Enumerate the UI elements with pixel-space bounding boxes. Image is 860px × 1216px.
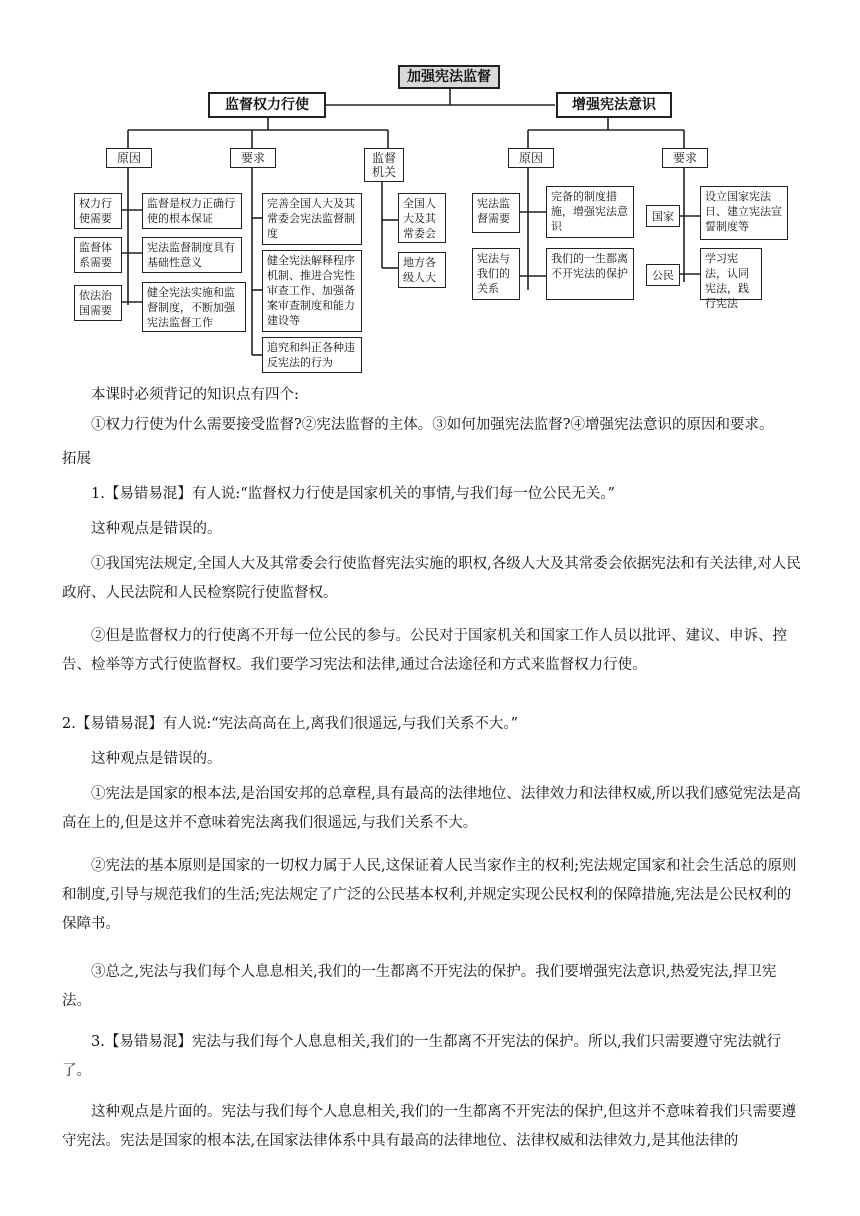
right-subject-citizen: 公民 <box>646 264 680 286</box>
left-organ-label: 监督机关 <box>364 148 404 182</box>
text-four-points: ①权力行使为什么需要接受监督?②宪法监督的主体。③如何加强宪法监督?④增强宪法意识的原因和要求。 <box>91 417 774 433</box>
question-1-answer-1: ①我国宪法规定,全国人大及其常委会行使监督宪法实施的职权,各级人大及其常委会依据宪法和有关法律,对人民政府、人民法院和人民检察院行使监督权。 <box>62 556 801 601</box>
right-reason-1: 宪法监督需要 <box>472 193 520 233</box>
question-3-answer-0: 这种观点是片面的。宪法与我们每个人息息相关,我们的一生都离不开宪法的保护,但这并不意味着我们只需要遵守宪法。宪法是国家的根本法,在国家法律体系中具有最高的法律地位、法律权威和法律效力,是其他法律的 <box>62 1104 797 1149</box>
left-requirement-1: 完善全国人大及其常委会宪法监督制度 <box>262 193 362 245</box>
question-2-answer-0: 这种观点是错误的。 <box>91 751 222 767</box>
left-reason-label: 原因 <box>106 148 152 168</box>
left-reason-result-2: 宪法监督制度具有基础性意义 <box>142 237 242 273</box>
question-2-answer-1: ①宪法是国家的根本法,是治国安邦的总章程,具有最高的法律地位、法律效力和法律权威,所以我们感觉宪法是高高在上的,但是这并不意味着宪法离我们很遥远,与我们关系不大。 <box>62 786 801 831</box>
right-reason-result-1: 完备的制度措施，增强宪法意识 <box>546 186 634 238</box>
question-3: 3.【易错易混】宪法与我们每个人息息相关,我们的一生都离不开宪法的保护。所以,我们只需要遵守宪法就行了。 <box>62 1034 782 1079</box>
question-2: 2.【易错易混】有人说:“宪法高高在上,离我们很遥远,与我们关系不大。” <box>62 716 519 732</box>
question-1-answer-2: ②但是监督权力的行使离不开每一位公民的参与。公民对于国家机关和国家工作人员以批评、建议、申诉、控告、检举等方式行使监督权。我们要学习宪法和法律,通过合法途径和方式来监督权力行使。 <box>62 628 787 673</box>
diagram-root: 加强宪法监督 <box>398 65 500 89</box>
question-2-answer-2: ②宪法的基本原则是国家的一切权力属于人民,这保证着人民当家作主的权利;宪法规定国家和社会生活总的原则和制度,引导与规范我们的生活;宪法规定了广泛的公民基本权利,并规定实现公民权利的保障措施,宪法是公民权利的保障书。 <box>62 858 797 932</box>
branch-left-supervise-power: 监督权力行使 <box>208 92 326 118</box>
question-1: 1.【易错易混】有人说:“监督权力行使是国家机关的事情,与我们每一位公民无关。” <box>91 486 615 502</box>
left-reason-1: 权力行使需要 <box>74 193 122 229</box>
left-reason-3: 依法治国需要 <box>74 285 122 321</box>
right-reason-2: 宪法与我们的关系 <box>472 248 520 300</box>
right-requirement-1: 设立国家宪法日、建立宪法宣誓制度等 <box>700 186 788 240</box>
right-require-label: 要求 <box>662 148 708 168</box>
left-require-label: 要求 <box>230 148 276 168</box>
text-extension-heading: 拓展 <box>62 451 91 467</box>
right-subject-country: 国家 <box>646 205 680 227</box>
right-reason-result-2: 我们的一生都离不开宪法的保护 <box>546 248 634 300</box>
left-reason-result-3: 健全宪法实施和监督制度，不断加强宪法监督工作 <box>142 282 246 332</box>
left-reason-result-1: 监督是权力正确行使的根本保证 <box>142 193 242 229</box>
left-requirement-2: 健全宪法解释程序机制、推进合宪性审查工作、加强备案审查制度和能力建设等 <box>262 250 362 332</box>
right-reason-label: 原因 <box>508 148 554 168</box>
text-intro: 本课时必须背记的知识点有四个: <box>91 387 299 403</box>
left-organ-1: 全国人大及其常委会 <box>398 193 446 243</box>
right-requirement-2: 学习宪法，认同宪法，践行宪法 <box>700 248 762 300</box>
left-organ-2: 地方各级人大 <box>398 252 446 288</box>
question-2-answer-3: ③总之,宪法与我们每个人息息相关,我们的一生都离不开宪法的保护。我们要增强宪法意识,热爱宪法,捍卫宪法。 <box>62 964 777 1009</box>
left-reason-2: 监督体系需要 <box>74 237 122 273</box>
question-1-answer-0: 这种观点是错误的。 <box>91 521 222 537</box>
left-requirement-3: 追究和纠正各种违反宪法的行为 <box>262 337 362 373</box>
branch-right-constitution-awareness: 增强宪法意识 <box>556 92 672 118</box>
